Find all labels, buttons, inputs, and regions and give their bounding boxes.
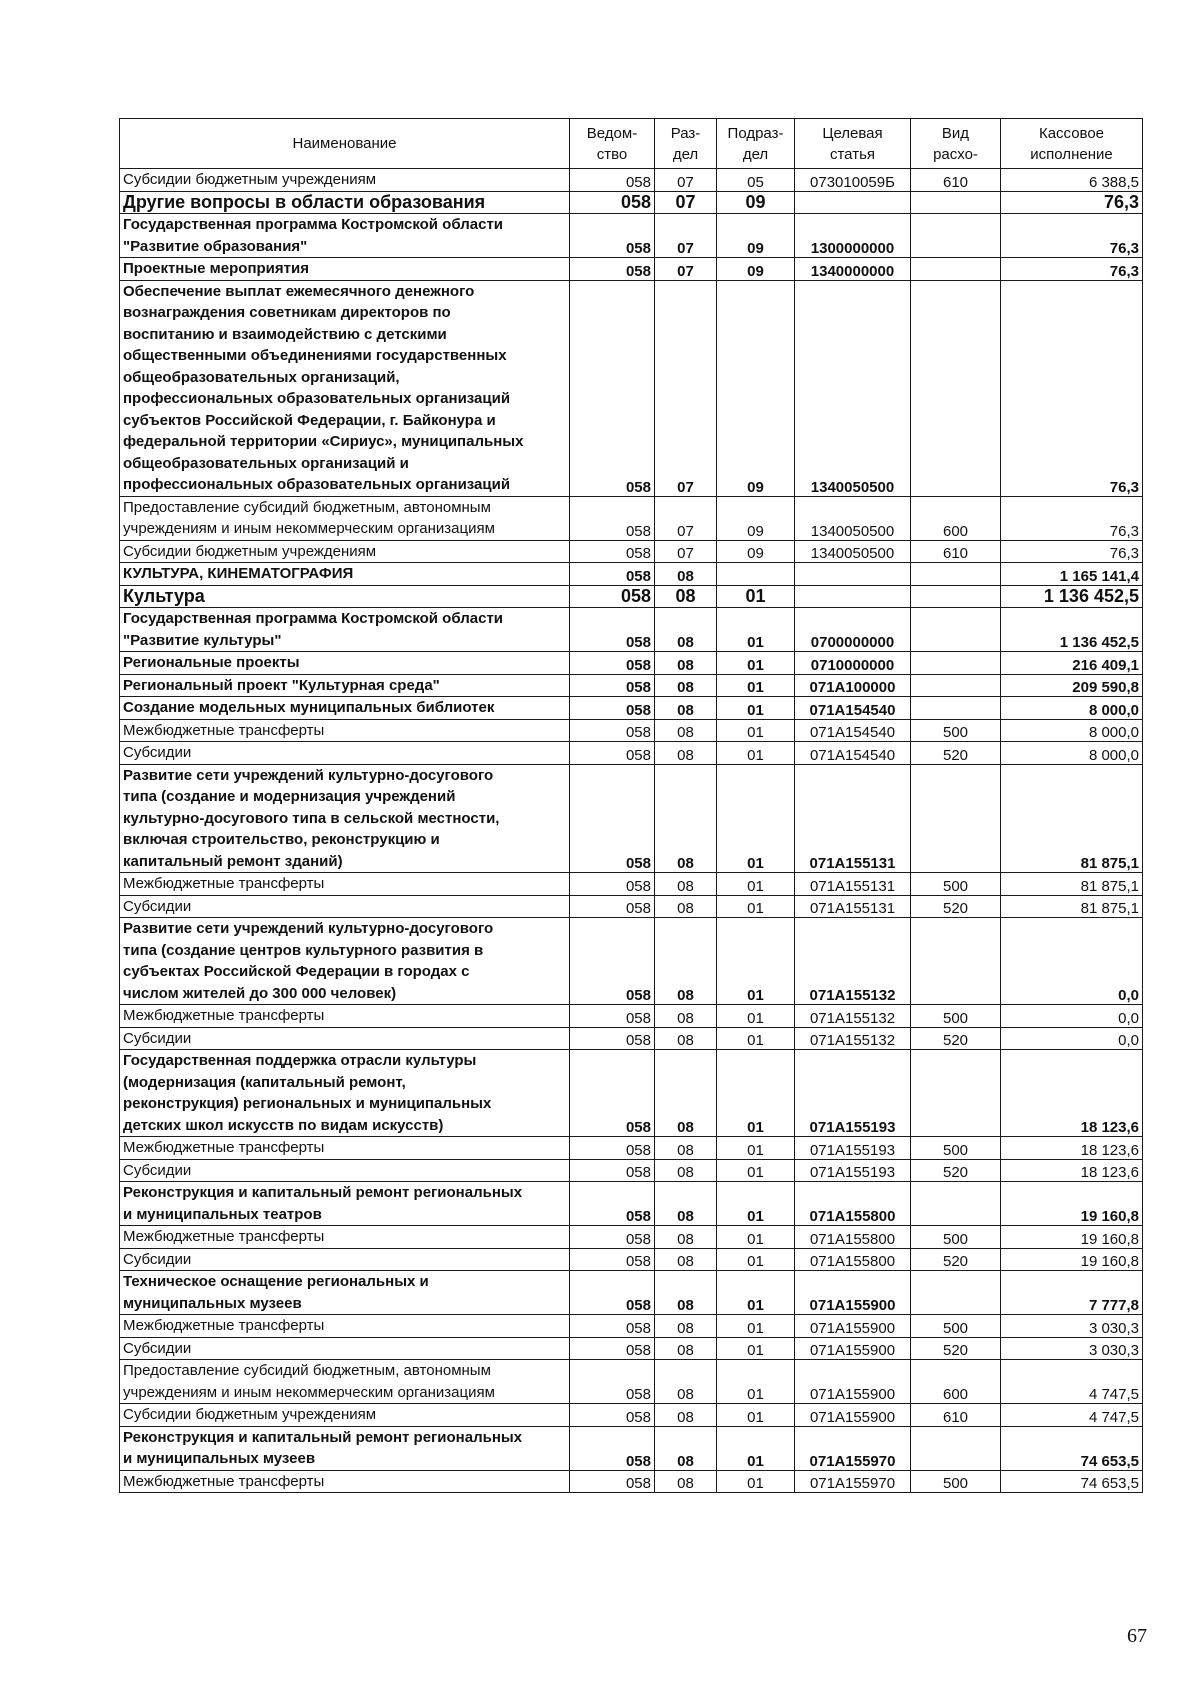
table-row xyxy=(120,652,1143,675)
table-row xyxy=(120,585,1143,608)
cell-name: Предоставление субсидий бюджетным, автономным учреждениям и иным некоммерческим организациям xyxy=(120,1360,570,1404)
cell-vedomstvo: 058 xyxy=(570,674,655,697)
cell-podrazdel: 01 xyxy=(717,1426,795,1470)
cell-name: Субсидии xyxy=(120,1159,570,1182)
table-row xyxy=(120,280,1143,496)
cell-name: КУЛЬТУРА, КИНЕМАТОГРАФИЯ xyxy=(120,563,570,586)
cell-kassovoe-ispolnenie: 216 409,1 xyxy=(1001,652,1143,675)
cell-razdel: 08 xyxy=(655,1159,717,1182)
cell-vedomstvo: 058 xyxy=(570,719,655,742)
cell-kassovoe-ispolnenie: 1 136 452,5 xyxy=(1001,608,1143,652)
cell-vedomstvo: 058 xyxy=(570,1337,655,1360)
cell-razdel: 08 xyxy=(655,563,717,586)
cell-razdel: 08 xyxy=(655,1005,717,1028)
cell-podrazdel: 01 xyxy=(717,742,795,765)
cell-kassovoe-ispolnenie: 76,3 xyxy=(1001,191,1143,214)
cell-kassovoe-ispolnenie: 19 160,8 xyxy=(1001,1182,1143,1226)
cell-vedomstvo: 058 xyxy=(570,1137,655,1160)
cell-vedomstvo: 058 xyxy=(570,214,655,258)
cell-razdel: 08 xyxy=(655,674,717,697)
cell-name: Межбюджетные трансферты xyxy=(120,719,570,742)
cell-tselevaya-statya: 071А154540 xyxy=(795,719,911,742)
cell-vid-rashodov xyxy=(911,585,1001,608)
cell-kassovoe-ispolnenie: 76,3 xyxy=(1001,258,1143,281)
cell-podrazdel: 01 xyxy=(717,1137,795,1160)
cell-vedomstvo: 058 xyxy=(570,563,655,586)
cell-vid-rashodov: 520 xyxy=(911,1337,1001,1360)
cell-kassovoe-ispolnenie: 18 123,6 xyxy=(1001,1159,1143,1182)
cell-name: Обеспечение выплат ежемесячного денежного вознаграждения советникам директоров по воспитанию и взаимодействию с детскими общественными объединениями государственных общеобразовательных организаций, профессиональных образовательных организаций субъектов Российской Федерации, г. Байконура и федеральной территории «Сириус», муниципальных общеобразовательных организаций и профессиональных образовательных организаций xyxy=(120,280,570,496)
cell-name: Межбюджетные трансферты xyxy=(120,1137,570,1160)
header-tselevaya-statya: Целевая статья xyxy=(795,119,911,169)
cell-razdel: 08 xyxy=(655,1182,717,1226)
cell-vedomstvo: 058 xyxy=(570,496,655,540)
cell-vedomstvo: 058 xyxy=(570,1426,655,1470)
cell-kassovoe-ispolnenie: 18 123,6 xyxy=(1001,1050,1143,1137)
cell-vid-rashodov: 500 xyxy=(911,719,1001,742)
cell-kassovoe-ispolnenie: 19 160,8 xyxy=(1001,1226,1143,1249)
cell-tselevaya-statya: 071А155132 xyxy=(795,1005,911,1028)
table-row xyxy=(120,674,1143,697)
cell-razdel: 08 xyxy=(655,1337,717,1360)
cell-vedomstvo: 058 xyxy=(570,1404,655,1427)
cell-vid-rashodov xyxy=(911,191,1001,214)
cell-vid-rashodov xyxy=(911,918,1001,1005)
cell-tselevaya-statya: 071А155900 xyxy=(795,1404,911,1427)
cell-razdel: 07 xyxy=(655,540,717,563)
cell-name: Государственная программа Костромской области "Развитие образования" xyxy=(120,214,570,258)
cell-tselevaya-statya: 071А155900 xyxy=(795,1360,911,1404)
cell-tselevaya-statya: 071А154540 xyxy=(795,697,911,720)
cell-podrazdel: 01 xyxy=(717,873,795,896)
cell-name: Развитие сети учреждений культурно-досугового типа (создание центров культурного развития в субъектах Российской Федерации в городах с числом жителей до 300 000 человек) xyxy=(120,918,570,1005)
cell-podrazdel: 01 xyxy=(717,1315,795,1338)
table-row xyxy=(120,1404,1143,1427)
cell-vedomstvo: 058 xyxy=(570,1226,655,1249)
cell-kassovoe-ispolnenie: 76,3 xyxy=(1001,214,1143,258)
cell-vid-rashodov: 610 xyxy=(911,169,1001,192)
cell-vedomstvo: 058 xyxy=(570,873,655,896)
cell-podrazdel: 09 xyxy=(717,191,795,214)
table-row xyxy=(120,563,1143,586)
cell-tselevaya-statya: 071А155131 xyxy=(795,873,911,896)
cell-vid-rashodov xyxy=(911,1271,1001,1315)
cell-razdel: 08 xyxy=(655,873,717,896)
cell-tselevaya-statya: 071А155132 xyxy=(795,918,911,1005)
cell-podrazdel: 01 xyxy=(717,1027,795,1050)
cell-kassovoe-ispolnenie: 4 747,5 xyxy=(1001,1404,1143,1427)
cell-vid-rashodov: 520 xyxy=(911,1159,1001,1182)
cell-podrazdel: 01 xyxy=(717,608,795,652)
cell-vedomstvo: 058 xyxy=(570,1050,655,1137)
cell-tselevaya-statya: 071А155131 xyxy=(795,895,911,918)
cell-razdel: 08 xyxy=(655,1271,717,1315)
page-number: 67 xyxy=(1127,1625,1147,1647)
cell-tselevaya-statya: 071А155900 xyxy=(795,1315,911,1338)
cell-vid-rashodov: 600 xyxy=(911,1360,1001,1404)
cell-podrazdel: 01 xyxy=(717,895,795,918)
cell-vedomstvo: 058 xyxy=(570,895,655,918)
cell-tselevaya-statya: 071А155193 xyxy=(795,1159,911,1182)
cell-podrazdel: 01 xyxy=(717,1005,795,1028)
cell-vedomstvo: 058 xyxy=(570,1271,655,1315)
cell-vid-rashodov xyxy=(911,764,1001,873)
cell-vid-rashodov xyxy=(911,258,1001,281)
header-vid-rashodov: Вид расхо- xyxy=(911,119,1001,169)
cell-vedomstvo: 058 xyxy=(570,540,655,563)
cell-name: Государственная программа Костромской области "Развитие культуры" xyxy=(120,608,570,652)
table-row xyxy=(120,540,1143,563)
cell-kassovoe-ispolnenie: 8 000,0 xyxy=(1001,697,1143,720)
cell-razdel: 08 xyxy=(655,1404,717,1427)
cell-kassovoe-ispolnenie: 81 875,1 xyxy=(1001,764,1143,873)
table-row xyxy=(120,1050,1143,1137)
cell-kassovoe-ispolnenie: 8 000,0 xyxy=(1001,719,1143,742)
cell-vedomstvo: 058 xyxy=(570,652,655,675)
cell-podrazdel: 09 xyxy=(717,214,795,258)
cell-razdel: 08 xyxy=(655,764,717,873)
cell-name: Межбюджетные трансферты xyxy=(120,1470,570,1493)
cell-podrazdel: 01 xyxy=(717,1470,795,1493)
table-row xyxy=(120,697,1143,720)
cell-vedomstvo: 058 xyxy=(570,918,655,1005)
cell-podrazdel: 01 xyxy=(717,1159,795,1182)
cell-podrazdel: 01 xyxy=(717,1050,795,1137)
cell-tselevaya-statya: 1340050500 xyxy=(795,540,911,563)
cell-tselevaya-statya: 071А155132 xyxy=(795,1027,911,1050)
cell-kassovoe-ispolnenie: 4 747,5 xyxy=(1001,1360,1143,1404)
cell-podrazdel: 01 xyxy=(717,719,795,742)
cell-razdel: 08 xyxy=(655,608,717,652)
cell-kassovoe-ispolnenie: 7 777,8 xyxy=(1001,1271,1143,1315)
cell-kassovoe-ispolnenie: 81 875,1 xyxy=(1001,895,1143,918)
cell-tselevaya-statya: 071А155800 xyxy=(795,1182,911,1226)
table-row xyxy=(120,1271,1143,1315)
cell-razdel: 07 xyxy=(655,280,717,496)
cell-name: Межбюджетные трансферты xyxy=(120,1226,570,1249)
cell-razdel: 08 xyxy=(655,719,717,742)
cell-vid-rashodov xyxy=(911,280,1001,496)
cell-vid-rashodov xyxy=(911,1182,1001,1226)
cell-tselevaya-statya: 073010059Б xyxy=(795,169,911,192)
cell-vid-rashodov xyxy=(911,652,1001,675)
cell-tselevaya-statya: 071А155970 xyxy=(795,1426,911,1470)
cell-vid-rashodov: 520 xyxy=(911,895,1001,918)
cell-name: Субсидии xyxy=(120,1027,570,1050)
cell-name: Субсидии бюджетным учреждениям xyxy=(120,540,570,563)
cell-razdel: 08 xyxy=(655,1050,717,1137)
cell-kassovoe-ispolnenie: 76,3 xyxy=(1001,496,1143,540)
table-row xyxy=(120,895,1143,918)
cell-name: Региональный проект "Культурная среда" xyxy=(120,674,570,697)
cell-name: Межбюджетные трансферты xyxy=(120,1315,570,1338)
table-row xyxy=(120,1360,1143,1404)
cell-name: Культура xyxy=(120,585,570,608)
cell-vedomstvo: 058 xyxy=(570,280,655,496)
cell-tselevaya-statya: 071А155131 xyxy=(795,764,911,873)
cell-podrazdel: 01 xyxy=(717,697,795,720)
cell-podrazdel: 01 xyxy=(717,1271,795,1315)
cell-tselevaya-statya: 071А155800 xyxy=(795,1248,911,1271)
cell-vedomstvo: 058 xyxy=(570,742,655,765)
cell-vedomstvo: 058 xyxy=(570,1005,655,1028)
cell-vid-rashodov xyxy=(911,563,1001,586)
cell-vid-rashodov xyxy=(911,674,1001,697)
cell-kassovoe-ispolnenie: 74 653,5 xyxy=(1001,1470,1143,1493)
cell-vid-rashodov: 500 xyxy=(911,1226,1001,1249)
header-kassovoe-ispolnenie: Кассовое исполнение xyxy=(1001,119,1143,169)
cell-kassovoe-ispolnenie: 81 875,1 xyxy=(1001,873,1143,896)
cell-podrazdel: 09 xyxy=(717,496,795,540)
cell-podrazdel: 01 xyxy=(717,1337,795,1360)
cell-tselevaya-statya xyxy=(795,563,911,586)
cell-tselevaya-statya: 071А155193 xyxy=(795,1137,911,1160)
cell-podrazdel: 01 xyxy=(717,1226,795,1249)
cell-vedomstvo: 058 xyxy=(570,1470,655,1493)
table-row xyxy=(120,1159,1143,1182)
cell-tselevaya-statya: 071А155970 xyxy=(795,1470,911,1493)
cell-podrazdel: 01 xyxy=(717,918,795,1005)
cell-vedomstvo: 058 xyxy=(570,258,655,281)
cell-name: Субсидии бюджетным учреждениям xyxy=(120,169,570,192)
cell-vid-rashodov: 610 xyxy=(911,540,1001,563)
cell-razdel: 08 xyxy=(655,1426,717,1470)
cell-razdel: 07 xyxy=(655,496,717,540)
cell-vid-rashodov: 610 xyxy=(911,1404,1001,1427)
table-row xyxy=(120,496,1143,540)
table-row xyxy=(120,258,1143,281)
cell-razdel: 08 xyxy=(655,1137,717,1160)
cell-name: Развитие сети учреждений культурно-досугового типа (создание и модернизация учреждений культурно-досугового типа в сельской местности, включая строительство, реконструкцию и капитальный ремонт зданий) xyxy=(120,764,570,873)
cell-razdel: 08 xyxy=(655,1226,717,1249)
table-row xyxy=(120,719,1143,742)
cell-tselevaya-statya: 1340050500 xyxy=(795,496,911,540)
cell-podrazdel: 01 xyxy=(717,652,795,675)
cell-kassovoe-ispolnenie: 76,3 xyxy=(1001,540,1143,563)
cell-kassovoe-ispolnenie: 18 123,6 xyxy=(1001,1137,1143,1160)
table-body xyxy=(120,169,1143,1493)
cell-name: Другие вопросы в области образования xyxy=(120,191,570,214)
cell-vid-rashodov: 500 xyxy=(911,873,1001,896)
cell-vedomstvo: 058 xyxy=(570,1315,655,1338)
cell-kassovoe-ispolnenie: 0,0 xyxy=(1001,1005,1143,1028)
cell-vedomstvo: 058 xyxy=(570,1159,655,1182)
cell-tselevaya-statya: 071А155193 xyxy=(795,1050,911,1137)
cell-name: Региональные проекты xyxy=(120,652,570,675)
header-name: Наименование xyxy=(120,119,570,169)
cell-podrazdel: 01 xyxy=(717,585,795,608)
cell-name: Реконструкция и капитальный ремонт региональных и муниципальных театров xyxy=(120,1182,570,1226)
cell-podrazdel: 01 xyxy=(717,764,795,873)
cell-vid-rashodov: 520 xyxy=(911,1027,1001,1050)
table-row xyxy=(120,918,1143,1005)
cell-razdel: 08 xyxy=(655,1248,717,1271)
cell-tselevaya-statya: 0700000000 xyxy=(795,608,911,652)
cell-razdel: 07 xyxy=(655,191,717,214)
cell-name: Субсидии xyxy=(120,742,570,765)
cell-name: Реконструкция и капитальный ремонт региональных и муниципальных музеев xyxy=(120,1426,570,1470)
cell-razdel: 07 xyxy=(655,169,717,192)
cell-name: Субсидии xyxy=(120,1337,570,1360)
cell-vedomstvo: 058 xyxy=(570,697,655,720)
cell-vid-rashodov xyxy=(911,1050,1001,1137)
cell-razdel: 08 xyxy=(655,1470,717,1493)
cell-vedomstvo: 058 xyxy=(570,1182,655,1226)
table-header-row xyxy=(120,119,1143,169)
cell-razdel: 08 xyxy=(655,742,717,765)
cell-razdel: 08 xyxy=(655,1027,717,1050)
cell-name: Техническое оснащение региональных и муниципальных музеев xyxy=(120,1271,570,1315)
cell-razdel: 08 xyxy=(655,1360,717,1404)
cell-kassovoe-ispolnenie: 8 000,0 xyxy=(1001,742,1143,765)
cell-tselevaya-statya: 1340000000 xyxy=(795,258,911,281)
cell-podrazdel: 09 xyxy=(717,280,795,496)
cell-vedomstvo: 058 xyxy=(570,608,655,652)
cell-vid-rashodov: 520 xyxy=(911,742,1001,765)
cell-razdel: 08 xyxy=(655,1315,717,1338)
cell-name: Межбюджетные трансферты xyxy=(120,873,570,896)
cell-razdel: 08 xyxy=(655,697,717,720)
table-row xyxy=(120,1248,1143,1271)
cell-tselevaya-statya: 0710000000 xyxy=(795,652,911,675)
cell-podrazdel: 09 xyxy=(717,258,795,281)
cell-vedomstvo: 058 xyxy=(570,1360,655,1404)
cell-vedomstvo: 058 xyxy=(570,1248,655,1271)
header-podrazdel: Подраз- дел xyxy=(717,119,795,169)
header-razdel: Раз- дел xyxy=(655,119,717,169)
cell-razdel: 08 xyxy=(655,895,717,918)
table-row xyxy=(120,608,1143,652)
cell-razdel: 07 xyxy=(655,214,717,258)
cell-kassovoe-ispolnenie: 1 136 452,5 xyxy=(1001,585,1143,608)
cell-razdel: 08 xyxy=(655,652,717,675)
budget-execution-table xyxy=(119,118,1143,1493)
cell-name: Субсидии бюджетным учреждениям xyxy=(120,1404,570,1427)
cell-vedomstvo: 058 xyxy=(570,585,655,608)
cell-tselevaya-statya xyxy=(795,585,911,608)
table-row xyxy=(120,1005,1143,1028)
cell-kassovoe-ispolnenie: 6 388,5 xyxy=(1001,169,1143,192)
table-row xyxy=(120,742,1143,765)
table-row xyxy=(120,1337,1143,1360)
cell-tselevaya-statya: 1340050500 xyxy=(795,280,911,496)
cell-kassovoe-ispolnenie: 3 030,3 xyxy=(1001,1315,1143,1338)
cell-name: Государственная поддержка отрасли культуры (модернизация (капитальный ремонт, реконструкция) региональных и муниципальных детских школ искусств по видам искусств) xyxy=(120,1050,570,1137)
cell-vid-rashodov: 520 xyxy=(911,1248,1001,1271)
cell-name: Создание модельных муниципальных библиотек xyxy=(120,697,570,720)
cell-kassovoe-ispolnenie: 74 653,5 xyxy=(1001,1426,1143,1470)
table-row xyxy=(120,764,1143,873)
cell-podrazdel: 01 xyxy=(717,1404,795,1427)
header-vedomstvo: Ведом- ство xyxy=(570,119,655,169)
cell-podrazdel: 09 xyxy=(717,540,795,563)
table-row xyxy=(120,1226,1143,1249)
table-row xyxy=(120,1027,1143,1050)
table-row xyxy=(120,1137,1143,1160)
cell-kassovoe-ispolnenie: 0,0 xyxy=(1001,1027,1143,1050)
cell-podrazdel: 01 xyxy=(717,1360,795,1404)
cell-kassovoe-ispolnenie: 1 165 141,4 xyxy=(1001,563,1143,586)
cell-podrazdel: 01 xyxy=(717,674,795,697)
cell-vedomstvo: 058 xyxy=(570,1027,655,1050)
table-row xyxy=(120,1315,1143,1338)
cell-kassovoe-ispolnenie: 0,0 xyxy=(1001,918,1143,1005)
cell-name: Субсидии xyxy=(120,895,570,918)
cell-name: Проектные мероприятия xyxy=(120,258,570,281)
table-row xyxy=(120,1470,1143,1493)
cell-vedomstvo: 058 xyxy=(570,764,655,873)
cell-tselevaya-statya: 071А155900 xyxy=(795,1271,911,1315)
cell-vid-rashodov: 500 xyxy=(911,1315,1001,1338)
cell-podrazdel xyxy=(717,563,795,586)
cell-tselevaya-statya: 071А154540 xyxy=(795,742,911,765)
table-row xyxy=(120,191,1143,214)
cell-kassovoe-ispolnenie: 3 030,3 xyxy=(1001,1337,1143,1360)
cell-kassovoe-ispolnenie: 19 160,8 xyxy=(1001,1248,1143,1271)
table-row xyxy=(120,873,1143,896)
cell-name: Межбюджетные трансферты xyxy=(120,1005,570,1028)
cell-kassovoe-ispolnenie: 76,3 xyxy=(1001,280,1143,496)
cell-podrazdel: 01 xyxy=(717,1182,795,1226)
cell-name: Субсидии xyxy=(120,1248,570,1271)
cell-podrazdel: 05 xyxy=(717,169,795,192)
cell-vid-rashodov: 500 xyxy=(911,1137,1001,1160)
cell-vid-rashodov xyxy=(911,608,1001,652)
table-row xyxy=(120,169,1143,192)
table-row xyxy=(120,1182,1143,1226)
cell-razdel: 08 xyxy=(655,918,717,1005)
cell-tselevaya-statya xyxy=(795,191,911,214)
cell-vid-rashodov xyxy=(911,697,1001,720)
cell-razdel: 08 xyxy=(655,585,717,608)
cell-tselevaya-statya: 1300000000 xyxy=(795,214,911,258)
table-row xyxy=(120,1426,1143,1470)
cell-name: Предоставление субсидий бюджетным, автономным учреждениям и иным некоммерческим организациям xyxy=(120,496,570,540)
table-row xyxy=(120,214,1143,258)
cell-tselevaya-statya: 071А155800 xyxy=(795,1226,911,1249)
cell-vid-rashodov xyxy=(911,214,1001,258)
cell-vedomstvo: 058 xyxy=(570,191,655,214)
cell-tselevaya-statya: 071А100000 xyxy=(795,674,911,697)
cell-tselevaya-statya: 071А155900 xyxy=(795,1337,911,1360)
cell-vid-rashodov: 500 xyxy=(911,1470,1001,1493)
cell-vid-rashodov: 500 xyxy=(911,1005,1001,1028)
cell-razdel: 07 xyxy=(655,258,717,281)
cell-podrazdel: 01 xyxy=(717,1248,795,1271)
cell-vedomstvo: 058 xyxy=(570,169,655,192)
cell-kassovoe-ispolnenie: 209 590,8 xyxy=(1001,674,1143,697)
cell-vid-rashodov xyxy=(911,1426,1001,1470)
cell-vid-rashodov: 600 xyxy=(911,496,1001,540)
